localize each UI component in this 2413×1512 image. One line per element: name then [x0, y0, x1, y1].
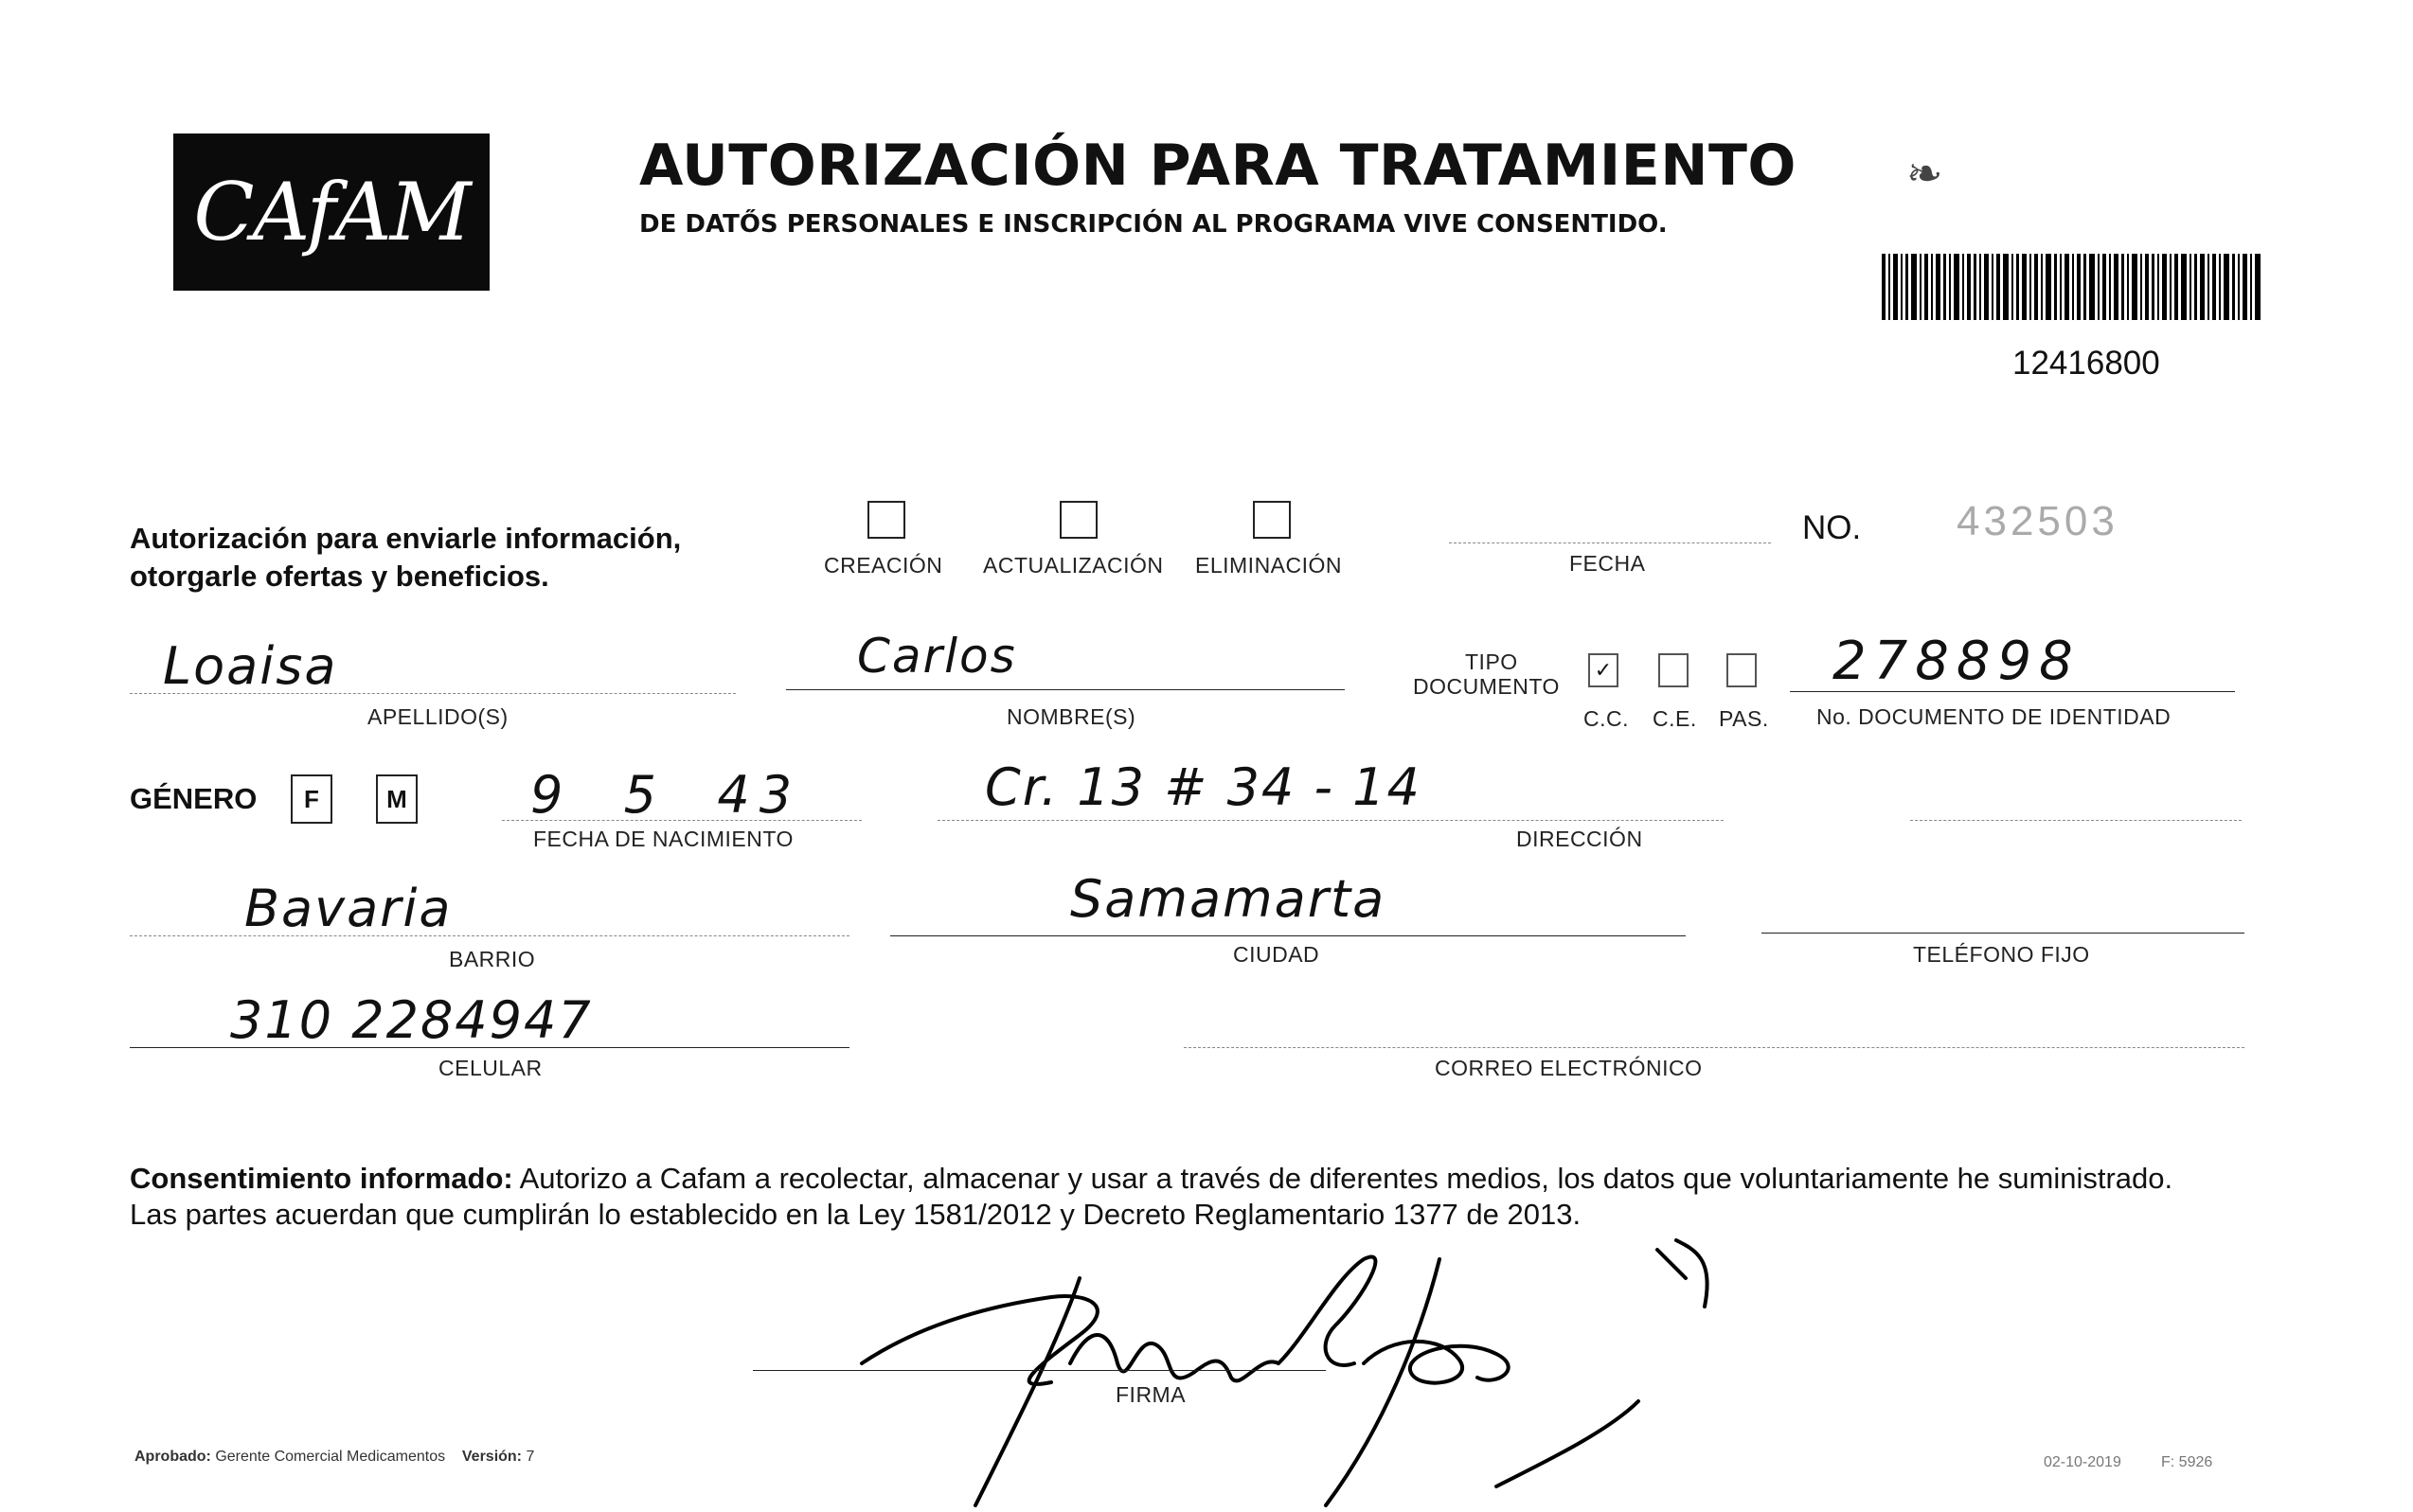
- emblem-icon: ❧: [1906, 149, 1943, 198]
- aprobado-label: Aprobado:: [134, 1449, 211, 1465]
- footer-date: 02-10-2019: [2044, 1454, 2121, 1470]
- nombres-value[interactable]: Carlos: [857, 629, 1017, 684]
- footer-code: F: 5926: [2161, 1454, 2213, 1470]
- barrio-line: [130, 935, 849, 936]
- direccion-value[interactable]: Cr. 13 # 34 - 14: [985, 757, 1421, 817]
- correo-line: [1184, 1047, 2244, 1048]
- apellidos-line: [130, 693, 736, 694]
- authorization-text-line2: otorgarle ofertas y beneficios.: [130, 560, 549, 593]
- signature-line: [753, 1370, 1326, 1371]
- footer-approval: [134, 1449, 534, 1466]
- label-celular: CELULAR: [438, 1056, 543, 1080]
- documento-value[interactable]: 278898: [1832, 631, 2081, 692]
- label-apellidos: APELLIDO(S): [367, 704, 509, 729]
- checkbox-eliminacion[interactable]: [1253, 501, 1291, 539]
- label-eliminacion: ELIMINACIÓN: [1195, 553, 1343, 578]
- form-number: 432503: [1957, 498, 2118, 544]
- label-cc: C.C.: [1583, 706, 1629, 731]
- label-documento-identidad: No. DOCUMENTO DE IDENTIDAD: [1816, 704, 2172, 729]
- cafam-logo: [173, 133, 490, 291]
- apellidos-value[interactable]: Loaisa: [163, 636, 338, 696]
- celular-value[interactable]: 310 2284947: [230, 990, 593, 1050]
- genero-m-text: M: [386, 784, 407, 813]
- authorization-text-line1: Autorización para enviarle información,: [130, 522, 682, 555]
- label-creacion: CREACIÓN: [824, 553, 943, 578]
- direccion-line: [938, 820, 1724, 821]
- checkbox-creacion[interactable]: [867, 501, 905, 539]
- label-no: NO.: [1802, 509, 1862, 546]
- checkbox-genero-m[interactable]: [376, 774, 418, 824]
- logo-text: CAfAM: [193, 166, 470, 258]
- label-genero: GÉNERO: [130, 782, 258, 815]
- documento-line: [1790, 691, 2235, 692]
- label-firma: FIRMA: [1116, 1382, 1187, 1407]
- barcode: [1882, 254, 2261, 320]
- label-barrio: BARRIO: [449, 947, 536, 971]
- aprobado-value: Gerente Comercial Medicamentos: [215, 1449, 446, 1465]
- signature-drawing: [833, 1221, 1743, 1512]
- genero-f-text: F: [304, 784, 319, 813]
- label-tipo: TIPO: [1465, 649, 1518, 674]
- checkbox-pas[interactable]: [1726, 653, 1757, 687]
- label-nombres: NOMBRE(S): [1007, 704, 1136, 729]
- celular-line: [130, 1047, 849, 1048]
- checkbox-actualizacion[interactable]: [1060, 501, 1098, 539]
- direccion-extra-line: [1910, 820, 2242, 821]
- checkbox-ce[interactable]: [1658, 653, 1689, 687]
- label-telefono-fijo: TELÉFONO FIJO: [1913, 942, 2090, 967]
- checkbox-cc[interactable]: ✓: [1588, 653, 1618, 687]
- telefono-fijo-line: [1761, 933, 2244, 934]
- consent-heading: Consentimiento informado:: [130, 1162, 513, 1195]
- label-direccion: DIRECCIÓN: [1516, 827, 1643, 851]
- label-pas: PAS.: [1719, 706, 1769, 731]
- label-ce: C.E.: [1653, 706, 1697, 731]
- version-label: Versión:: [461, 1449, 523, 1465]
- checkbox-genero-f[interactable]: [291, 774, 332, 824]
- ciudad-value[interactable]: Samamarta: [1070, 869, 1386, 929]
- label-actualizacion: ACTUALIZACIÓN: [983, 553, 1164, 578]
- label-documento: DOCUMENTO: [1413, 674, 1560, 699]
- form-subtitle: DE DATŐS PERSONALES E INSCRIPCIÓN AL PROGRAMA VIVE CONSENTIDO.: [639, 210, 1668, 239]
- fecha-nacimiento-line: [502, 820, 862, 821]
- label-correo: CORREO ELECTRÓNICO: [1435, 1056, 1703, 1080]
- label-fecha: FECHA: [1569, 551, 1646, 576]
- label-fecha-nacimiento: FECHA DE NACIMIENTO: [533, 827, 794, 851]
- nombres-line: [786, 689, 1345, 690]
- barcode-number: 12416800: [2012, 345, 2160, 382]
- consent-body: Autorizo a Cafam a recolectar, almacenar y usar a través de diferentes medios, los datos que voluntariamente he suministrado. Las partes acuerdan que cumplirán lo establecido en la Ley 1581/2012 y Decreto Reglamentario 1377 de 2013.: [130, 1162, 2173, 1231]
- label-ciudad: CIUDAD: [1233, 942, 1320, 967]
- form-title: AUTORIZACIÓN PARA TRATAMIENTO: [639, 133, 1796, 199]
- version-value: 7: [526, 1449, 535, 1465]
- fecha-nacimiento-value[interactable]: 9 5 43: [530, 765, 802, 825]
- barrio-value[interactable]: Bavaria: [244, 879, 453, 938]
- ciudad-line: [890, 935, 1686, 936]
